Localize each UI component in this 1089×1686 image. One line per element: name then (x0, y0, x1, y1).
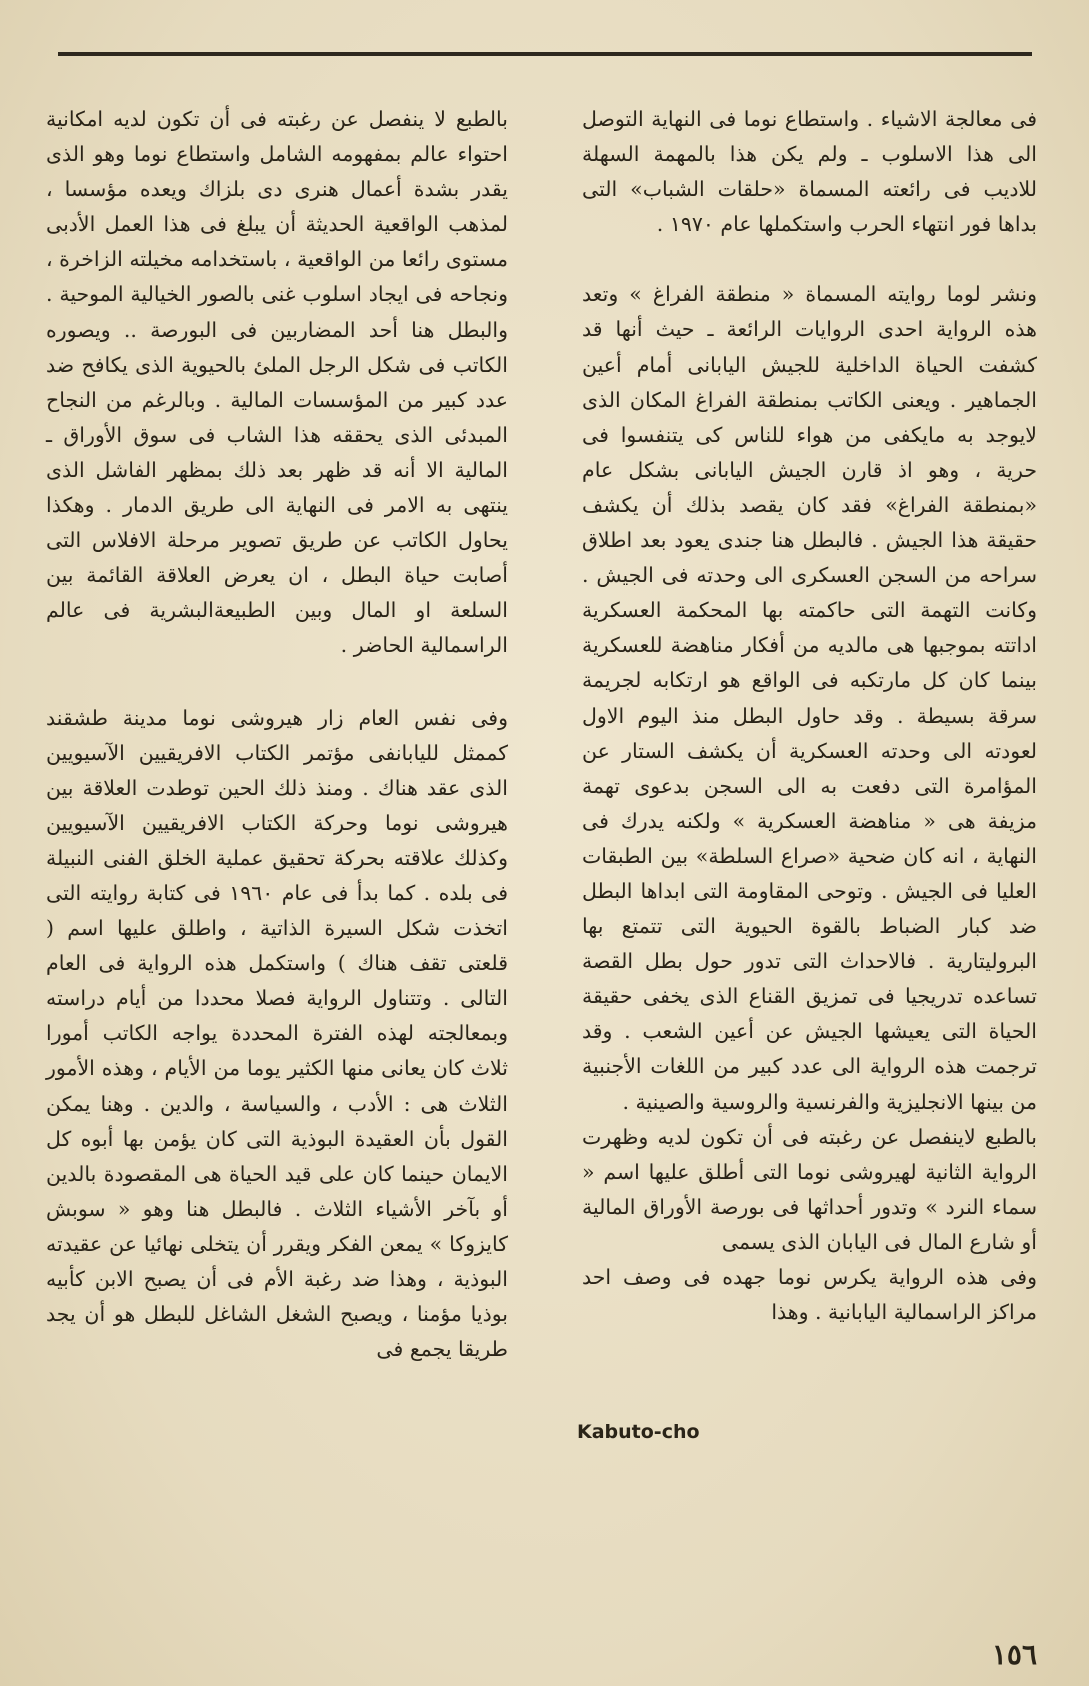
paragraph-gap (46, 664, 508, 701)
right-paragraph-3: بالطبع لاينفصل عن رغبته فى أن تكون لديه وظهرت الرواية الثانية لهيروشى نوما التى أطلق عليها اسم « سماء النرد » وتدور أحداثها فى بورصة الأوراق المالية أو شارع المال فى اليابان الذى يسمى (582, 1124, 1037, 1254)
paragraph-gap (582, 242, 1037, 277)
right-paragraph-4: وفى هذه الرواية يكرس نوما جهده فى وصف احد مراكز الراسمالية اليابانية . وهذا (582, 1265, 1037, 1325)
left-paragraph-1: بالطبع لا ينفصل عن رغبته فى أن تكون لديه امكانية احتواء عالم بمفهومه الشامل واستطاع نوما وهو الذى يقدر بشدة أعمال هنرى دى بلزاك ويعده مؤسسا ، لمذهب الواقعية الحديثة أن يبلغ فى هذا العمل الأدبى مستوى رائعا من الواقعية ، باستخدامه مخيلته الزاخرة ، ونجاحه فى ايجاد اسلوب غنى بالصور الخيالية الموحية . والبطل هنا أحد المضاربين فى البورصة .. ويصوره الكاتب فى شكل الرجل الملئ بالحيوية الذى يكافح ضد عدد كبير من المؤسسات المالية . وبالرغم من النجاح المبدئى الذى يحققه هذا الشاب فى سوق الأوراق ـ المالية الا أنه قد ظهر بعد ذلك بمظهر الفاشل الذى ينتهى به الامر فى النهاية الى طريق الدمار . وهكذا يحاول الكاتب عن طريق تصوير مرحلة الافلاس التى أصابت حياة البطل ، ان يعرض العلاقة القائمة بين السلعة او المال وبين الطبيعةالبشرية فى عالم الراسمالية الحاضر . (46, 107, 508, 658)
left-paragraph-2: وفى نفس العام زار هيروشى نوما مدينة طشقند كممثل لليابانفى مؤتمر الكتاب الافريقيين الآسيويين الذى عقد هناك . ومنذ ذلك الحين توطدت العلاقة بين هيروشى نوما وحركة الكتاب الافريقيين الآسيويين وكذلك علاقته بحركة تحقيق عملية الخلق الفنى النبيلة فى بلده . كما بدأ فى عام ١٩٦٠ فى كتابة روايته التى اتخذت شكل السيرة الذاتية ، واطلق عليها اسم ( قلعتى تقف هناك ) واستكمل هذه الرواية فى العام التالى . وتتناول الرواية فصلا محددا من أيام دراسته وبمعالجته لهذه الفترة المحددة يواجه الكاتب أمورا ثلاث كان يعانى منها الكثير يوما من الأيام ، وهذه الأمور الثلاث هى : الأدب ، والسياسة ، والدين . وهنا يمكن القول بأن العقيدة البوذية التى كان يؤمن بها أبوه كل الايمان حينما كان على قيد الحياة هى المقصودة بالدين أو بآخر الأشياء الثلاث . فالبطل هنا وهو « سوبش كايزوكا » يمعن الفكر ويقرر أن يتخلى نهائيا عن عقيدته البوذية ، وهذا ضد رغبة الأم فى أن يصبح الابن كأبيه بوذيا مؤمنا ، ويصبح الشغل الشاغل للبطل هو أن يجد طريقا يجمع فى (46, 705, 508, 1362)
right-paragraph-1: فى معالجة الاشياء . واستطاع نوما فى النهاية التوصل الى هذا الاسلوب ـ ولم يكن هذا بالمهمة السهلة للاديب فى رائعته المسماة «حلقات الشباب» التى بداها فور انتهاء الحرب واستكملها عام ١٩٧٠ . (582, 107, 1037, 237)
left-column (46, 102, 508, 1367)
latin-term: Kabuto-cho (577, 1421, 700, 1443)
page-number: ١٥٦ (991, 1638, 1037, 1671)
right-column (582, 102, 1037, 1330)
top-rule (58, 52, 1032, 56)
right-paragraph-2: ونشر لوما روايته المسماة « منطقة الفراغ » وتعد هذه الرواية احدى الروايات الرائعة ـ حيث أنها قد كشفت الحياة الداخلية للجيش اليابانى أمام أعين الجماهير . ويعنى الكاتب بمنطقة الفراغ المكان الذى لايوجد به مايكفى من هواء للناس كى يتنفسوا فى حرية ، وهو اذ قارن الجيش اليابانى بشكل عام «بمنطقة الفراغ» فقد كان يقصد بذلك أن يكشف حقيقة هذا الجيش . فالبطل هنا جندى يعود بعد اطلاق سراحه من السجن العسكرى الى وحدته فى الجيش . وكانت التهمة التى حاكمته بها المحكمة العسكرية اداتته بموجبها هى مالديه من أفكار مناهضة للعسكرية بينما كان كل مارتكبه فى الواقع هو ارتكابه لجريمة سرقة بسيطة . وقد حاول البطل منذ اليوم الاول لعودته الى وحدته العسكرية أن يكشف الستار عن المؤامرة التى دفعت به الى السجن بدعوى تهمة مزيفة هى « مناهضة العسكرية » ولكنه يدرك فى النهاية ، انه كان ضحية «صراع السلطة» بين الطبقات العليا فى الجيش . وتوحى المقاومة التى ابداها البطل ضد كبار الضباط بالقوة الحيوية التى تتمتع بها البروليتارية . فالاحداث التى تدور حول بطل القصة تساعده تدريجيا فى تمزيق القناع الذى يخفى حقيقة الحياة التى يعيشها الجيش عن أعين الشعب . وقد ترجمت هذه الرواية الى عدد كبير من اللغات الأجنبية من بينها الانجليزية والفرنسية والروسية والصينية . (582, 282, 1037, 1114)
